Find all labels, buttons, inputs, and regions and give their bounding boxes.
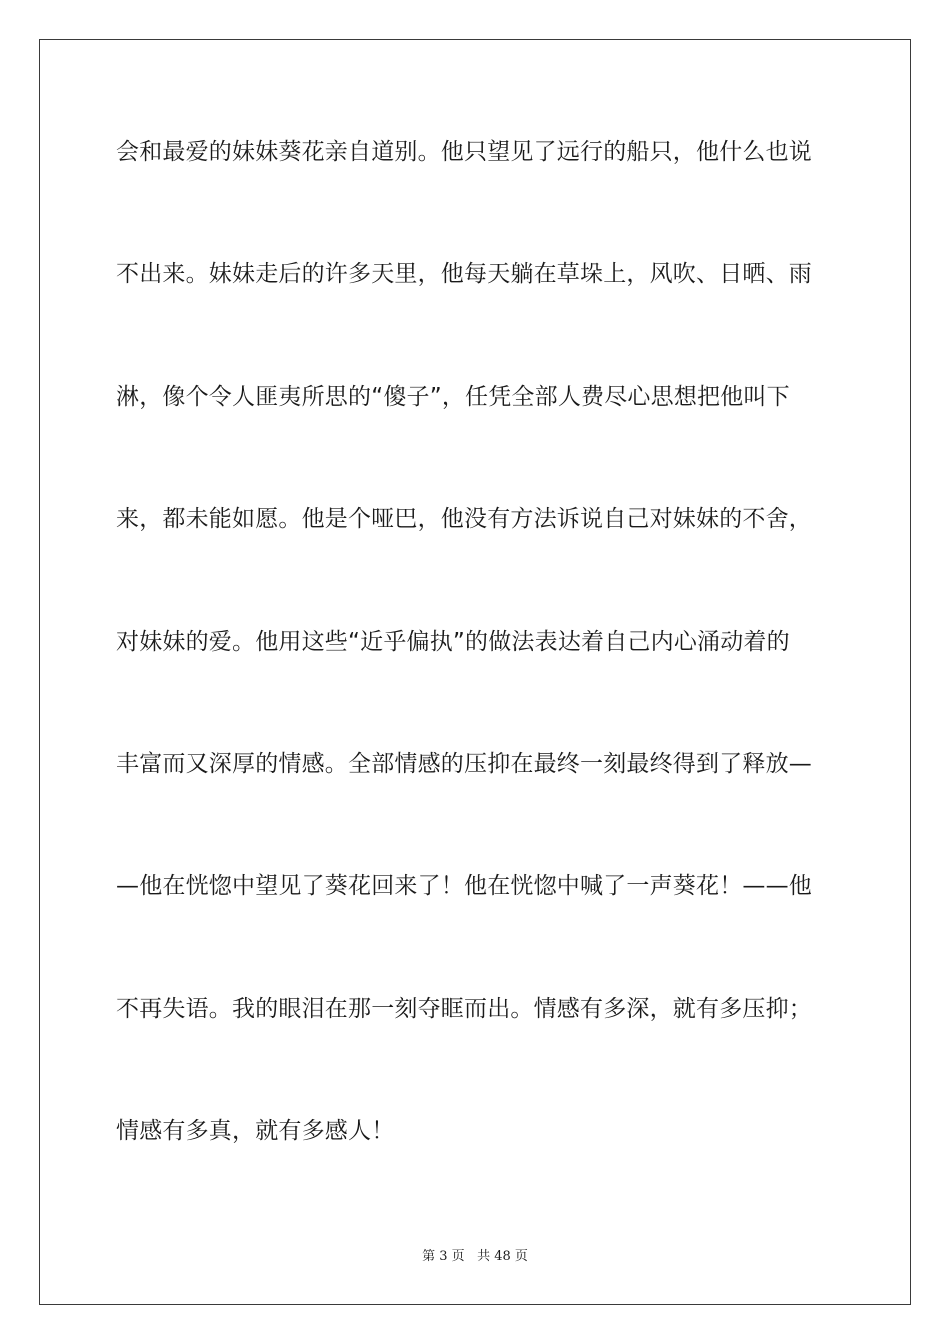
page-number: 第 3 页 — [422, 1249, 465, 1264]
text-line: 淋，像个令人匪夷所思的“傻子”，任凭全部人费尽心思想把他叫下 — [116, 384, 790, 410]
text-line: 不再失语。我的眼泪在那一刻夺眶而出。情感有多深，就有多压抑； — [116, 996, 812, 1022]
page-footer — [0, 1248, 950, 1266]
text-line: —他在恍惚中望见了葵花回来了！他在恍惚中喊了一声葵花！——他 — [116, 873, 812, 899]
text-line: 对妹妹的爱。他用这些“近乎偏执”的做法表达着自己内心涌动着的 — [116, 629, 790, 655]
page-total: 共 48 页 — [477, 1249, 528, 1264]
text-line: 情感有多真，就有多感人！ — [116, 1118, 395, 1144]
text-line: 不出来。妹妹走后的许多天里，他每天躺在草垛上，风吹、日晒、雨 — [116, 261, 812, 287]
text-line: 会和最爱的妹妹葵花亲自道别。他只望见了远行的船只，他什么也说 — [116, 139, 812, 165]
text-line: 来，都未能如愿。他是个哑巴，他没有方法诉说自己对妹妹的不舍， — [116, 506, 812, 532]
text-line: 丰富而又深厚的情感。全部情感的压抑在最终一刻最终得到了释放— — [116, 751, 812, 777]
